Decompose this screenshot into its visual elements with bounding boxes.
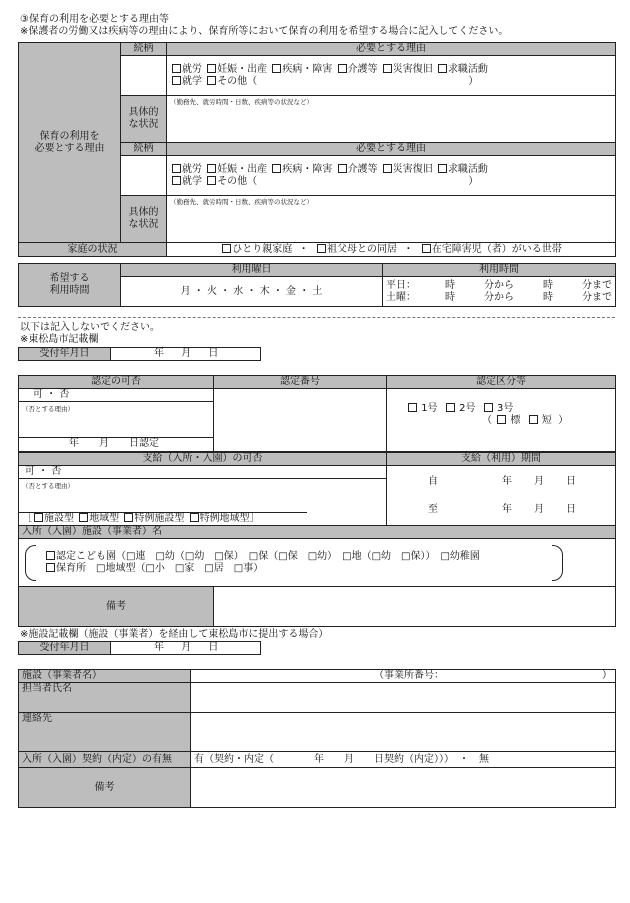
detail-label [121, 96, 167, 143]
checkbox-special-regional[interactable] [190, 513, 199, 522]
option-label: 介護等 [347, 63, 378, 75]
hour-unit: 時 [543, 291, 553, 303]
days-header: 利用曜日 [121, 264, 383, 277]
checkbox-work[interactable] [172, 64, 181, 73]
option-label: 在宅障害児（者）がいる世帯 [431, 243, 562, 255]
relation-input-2[interactable] [121, 156, 167, 196]
detail-label-1: 具体的 [128, 107, 159, 118]
from-label: 分から [484, 279, 514, 291]
checkbox-special-facility[interactable] [124, 513, 133, 522]
facility-remarks-input[interactable] [191, 768, 616, 808]
type-label: 施設型 [44, 513, 74, 524]
paren-close: ） [558, 415, 569, 426]
option-label: ひとり親家庭 [232, 243, 293, 255]
contract-label: 入所（入園）契約（内定）の有無 [19, 752, 191, 768]
checkbox-disabled-child[interactable] [422, 244, 431, 253]
separator: ・ [298, 243, 309, 255]
reason-label-1: 保育の利用を [39, 130, 100, 142]
option-label: 災害復旧 [392, 163, 433, 175]
remarks-input[interactable] [214, 587, 616, 627]
paren-close: ） [468, 75, 479, 87]
cert-header: 認定の可否 [19, 376, 214, 389]
checkbox-jobseeking-2[interactable] [438, 164, 447, 173]
month-label: 月 [534, 504, 544, 515]
month-label: 月 [181, 642, 192, 653]
checkbox-standard[interactable] [497, 415, 506, 424]
checkbox-class-2[interactable] [446, 403, 455, 412]
cert-decision[interactable] [19, 389, 214, 452]
reason-label-2: 必要とする理由 [34, 142, 105, 154]
reason-options-2 [167, 156, 616, 196]
hour-unit: 時 [445, 291, 455, 303]
hope-label-1: 希望する [49, 273, 90, 284]
year-label: 年 [502, 476, 512, 487]
provision-yes-no[interactable]: 可 ・ 否 [19, 466, 386, 479]
checkbox-class-3[interactable] [484, 403, 493, 412]
section-heading: ③保育の利用を必要とする理由等 [20, 14, 169, 25]
provision-decision[interactable] [19, 466, 387, 527]
provision-deny-reason [19, 479, 386, 512]
weekday-label: 平日： [386, 279, 416, 291]
checkbox-single-parent[interactable] [222, 244, 231, 253]
type-label: 地域型 [89, 513, 120, 524]
checkbox-school-2[interactable] [172, 176, 181, 185]
checkbox-pregnancy[interactable] [207, 64, 216, 73]
family-label: 家庭の状況 [19, 243, 167, 257]
days-select[interactable]: 月 ・ 火 ・ 水 ・ 木 ・ 金 ・ 土 [121, 277, 383, 307]
option-label: 就学 [182, 175, 202, 187]
checkbox-school[interactable] [172, 76, 181, 85]
year-label: 年 [154, 642, 164, 653]
class-sub-label: 標 [510, 415, 521, 426]
detail-input-2[interactable] [167, 196, 616, 243]
received-label: 受付年月日 [19, 642, 111, 655]
option-label: 介護等 [347, 163, 378, 175]
to-label: 至 [428, 504, 438, 515]
option-label: 求職活動 [447, 63, 488, 75]
month-label: 月 [181, 348, 192, 359]
until-label: 分まで [582, 279, 612, 291]
hope-time-table [18, 263, 616, 307]
option-label: 求職活動 [447, 163, 488, 175]
type-label: 特例施設型 [134, 513, 185, 524]
from-label: 自 [428, 476, 438, 487]
received-date-input[interactable] [111, 642, 261, 655]
year-label: 年 [502, 504, 512, 515]
option-label: 疾病・障害 [282, 63, 333, 75]
period-input[interactable] [387, 466, 616, 527]
class-label: 1号 [421, 403, 438, 414]
relation-header-2: 続柄 [121, 143, 167, 156]
facility-name-label: 施設（事業者名） [19, 670, 191, 683]
relation-input[interactable] [121, 56, 167, 96]
hours-header: 利用時間 [383, 264, 616, 277]
month-label: 月 [534, 476, 544, 487]
detail-label-2: な状況 [128, 219, 159, 230]
option-label: 就学 [182, 75, 202, 87]
office-no-label: （事業所番号： [374, 670, 444, 681]
year-label: 年 [154, 348, 164, 359]
checkbox-care-2[interactable] [338, 164, 347, 173]
reason-label-cell [19, 43, 121, 243]
facility-name-header: 入所（入園）施設（事業者）名 [19, 526, 616, 539]
cert-class [387, 389, 616, 452]
reason-header: 必要とする理由 [167, 43, 616, 56]
day-label: 日 [208, 348, 219, 359]
checkbox-facility-type[interactable] [34, 513, 43, 522]
cert-date[interactable]: 年 月 日認定 [69, 438, 159, 449]
checkbox-short[interactable] [529, 415, 538, 424]
facility-table [18, 669, 616, 808]
facility-option-line-1: 認定こども園（□連 □幼（□幼 □保） □保（□保 □幼） □地（□幼 □保）） □幼稚園 [56, 550, 480, 562]
option-label: その他（ [217, 75, 258, 87]
received-label: 受付年月日 [19, 348, 111, 361]
checkbox-class-1[interactable] [408, 403, 417, 412]
certification-table [18, 375, 616, 452]
day-label: 日 [566, 476, 576, 487]
option-label: 妊娠・出産 [217, 163, 268, 175]
hope-label [19, 264, 121, 307]
option-label: 就労 [182, 163, 202, 175]
facility-name-input[interactable] [191, 670, 616, 683]
family-options [167, 243, 616, 257]
checkbox-other[interactable] [207, 76, 216, 85]
option-label: 祖父母との同居 [327, 243, 397, 255]
checkbox-disaster[interactable] [383, 64, 392, 73]
deny-reason-label: （否とする理由） [22, 405, 74, 413]
detail-input[interactable] [167, 96, 616, 143]
detail-label-2 [121, 196, 167, 243]
cert-number-input[interactable] [214, 389, 387, 452]
reason-options [167, 56, 616, 96]
saturday-label: 土曜： [386, 291, 416, 303]
contract-input[interactable]: 有（契約・内定（ 年 月 日契約（内定））） ・ 無 [191, 752, 616, 768]
hours-input[interactable] [383, 277, 616, 307]
separator: ・ [403, 243, 414, 255]
provision-header: 支給（入所・入園）の可否 [19, 453, 387, 466]
detail-hint: （勤務先、就労時間・日数、疾病等の状況など） [170, 98, 313, 106]
checkbox-other-2[interactable] [207, 176, 216, 185]
facility-remarks-label: 備考 [19, 768, 191, 808]
checkbox-regional-type[interactable] [79, 513, 88, 522]
until-label: 分まで [582, 291, 612, 303]
staff-label: 担当者氏名 [19, 683, 191, 713]
cert-yes-no[interactable]: 可 ・ 否 [19, 389, 213, 402]
dashed-divider [18, 317, 615, 318]
do-not-fill-note: 以下は記入しないでください。 [20, 322, 160, 333]
checkbox-kodomoen[interactable] [46, 551, 55, 560]
deny-reason-label: （否とする理由） [22, 482, 74, 490]
class-label: 2号 [459, 403, 476, 414]
option-label: 疾病・障害 [282, 163, 333, 175]
hope-label-2: 利用時間 [49, 285, 90, 296]
facility-option-line-2: 保育所 □地域型（□小 □家 □居 □事） [56, 562, 264, 574]
option-label: 妊娠・出産 [217, 63, 268, 75]
option-label: その他（ [217, 175, 258, 187]
hour-unit: 時 [543, 279, 553, 291]
checkbox-disaster-2[interactable] [383, 164, 392, 173]
received-date-table [18, 347, 261, 361]
checkbox-illness[interactable] [272, 64, 281, 73]
detail-label-1: 具体的 [128, 207, 159, 218]
facility-type-options [19, 512, 307, 526]
checkbox-jobseeking[interactable] [438, 64, 447, 73]
option-label: 就労 [182, 63, 202, 75]
paren-open: （ [482, 415, 492, 426]
hour-unit: 時 [445, 279, 455, 291]
type-label: 特例地域型 [199, 513, 250, 524]
checkbox-illness-2[interactable] [272, 164, 281, 173]
cert-class-header: 認定区分等 [387, 376, 616, 389]
received-date-input[interactable] [111, 348, 261, 361]
reason-table [18, 42, 616, 257]
facility-name-table [18, 525, 616, 627]
detail-label-2: な状況 [128, 119, 159, 130]
cert-no-header: 認定番号 [214, 376, 387, 389]
remarks-label: 備考 [19, 587, 214, 627]
facility-note: ※施設記載欄（施設（事業者）を経由して東松島市に提出する場合） [20, 629, 329, 640]
option-label: 災害復旧 [392, 63, 433, 75]
contact-input[interactable] [191, 713, 616, 752]
detail-hint: （勤務先、就労時間・日数、疾病等の状況など） [170, 198, 313, 206]
contact-label: 連絡先 [19, 713, 191, 752]
period-header: 支給（利用）期間 [387, 453, 616, 466]
relation-header: 続柄 [121, 43, 167, 56]
provision-table [18, 452, 616, 527]
paren-close: ） [468, 175, 479, 187]
checkbox-grandparents[interactable] [317, 244, 326, 253]
city-note: ※東松島市記載欄 [20, 334, 99, 345]
checkbox-nursery[interactable] [46, 563, 55, 572]
checkbox-work-2[interactable] [172, 164, 181, 173]
facility-name-options [19, 539, 616, 587]
paren-close: ） [602, 670, 612, 681]
facility-received-table [18, 641, 261, 655]
staff-input[interactable] [191, 683, 616, 713]
day-label: 日 [208, 642, 219, 653]
section-note: ※保護者の労働又は疾病等の理由により、保育所等において保育の利用を希望する場合に記入してください。 [20, 26, 509, 37]
bracket-open: ［ [22, 513, 32, 524]
reason-header-2: 必要とする理由 [167, 143, 616, 156]
cert-deny-reason [19, 402, 213, 438]
bracket-left [25, 545, 36, 581]
bracket-right [552, 545, 563, 581]
checkbox-pregnancy-2[interactable] [207, 164, 216, 173]
class-label: 3号 [497, 403, 514, 414]
bracket-close: ］ [249, 513, 260, 524]
day-label: 日 [566, 504, 576, 515]
from-label: 分から [484, 291, 514, 303]
checkbox-care[interactable] [338, 64, 347, 73]
class-sub-label: 短 [541, 415, 552, 426]
